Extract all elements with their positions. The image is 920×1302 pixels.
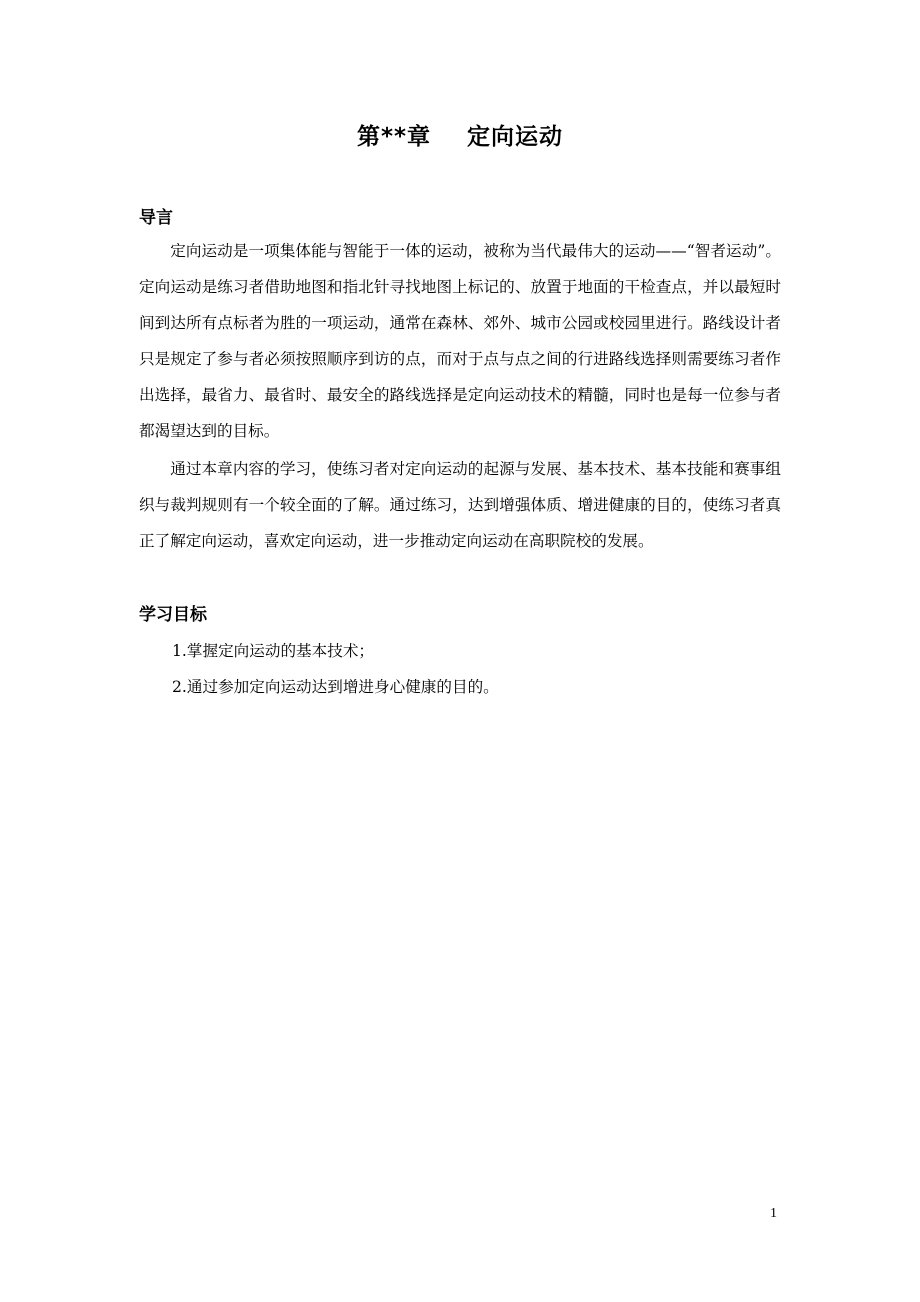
chapter-title: 第**章 定向运动	[356, 124, 564, 150]
intro-heading: 导言	[139, 208, 173, 228]
page-number: 1	[770, 1206, 777, 1221]
goal-item: 2.通过参加定向运动达到增进身心健康的目的。	[172, 678, 499, 696]
goal-item: 1.掌握定向运动的基本技术；	[172, 642, 375, 660]
learning-goals-list	[172, 633, 499, 705]
intro-paragraph: 通过本章内容的学习，使练习者对定向运动的起源与发展、基本技术、基本技能和赛事组织与裁判规则有一个较全面的了解。通过练习，达到增强体质、增进健康的目的，使练习者真正了解定向运动，喜欢定向运动，进一步推动定向运动在高职院校的发展。	[139, 460, 781, 550]
learning-goals-heading: 学习目标	[139, 605, 207, 625]
intro-paragraph: 定向运动是一项集体能与智能于一体的运动，被称为当代最伟大的运动——“智者运动”。定向运动是练习者借助地图和指北针寻找地图上标记的、放置于地面的干检查点，并以最短时间到达所有点标者为胜的一项运动，通常在森林、郊外、城市公园或校园里进行。路线设计者只是规定了参与者必须按照顺序到访的点，而对于点与点之间的行进路线选择则需要练习者作出选择，最省力、最省时、最安全的路线选择是定向运动技术的精髓，同时也是每一位参与者都渴望达到的目标。	[139, 242, 781, 440]
